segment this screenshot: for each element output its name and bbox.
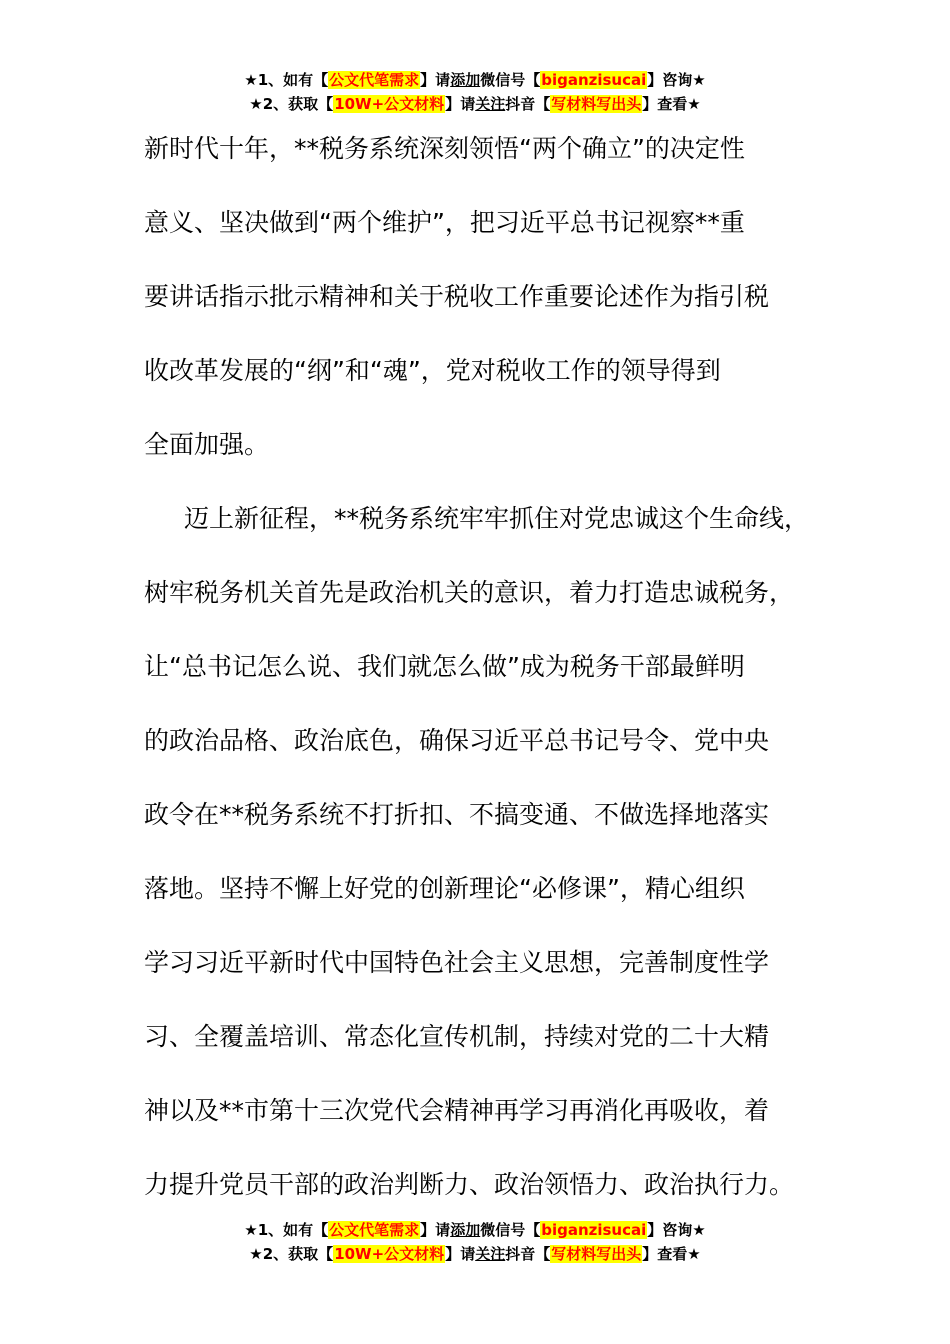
- text-line: 政令在**税务系统不打折扣、不搞变通、不做选择地落实: [144, 800, 770, 829]
- text-line: 全面加强。: [144, 430, 270, 459]
- banner-text: 】请: [445, 1245, 476, 1263]
- highlight-douyin-account: 写材料写出头: [551, 95, 642, 113]
- document-body: [144, 112, 834, 1222]
- banner-text: 】请: [420, 1221, 451, 1239]
- highlight-douyin-account: 写材料写出头: [551, 1245, 642, 1263]
- banner-text: 微信号【: [480, 71, 541, 89]
- banner-text: 】查看★: [642, 1245, 701, 1263]
- banner-text: 】咨询★: [647, 1221, 706, 1239]
- banner-text: 抖音【: [505, 1245, 551, 1263]
- header-banner: [0, 69, 950, 117]
- banner-text: ★2、获取【: [249, 1245, 334, 1263]
- banner-text: 】查看★: [642, 95, 701, 113]
- banner-text: 微信号【: [480, 1221, 541, 1239]
- highlight-wechat-id: biganzisucai: [541, 1221, 647, 1239]
- text-line: 落地。坚持不懈上好党的创新理论“必修课”，精心组织: [144, 874, 745, 903]
- text-line: 要讲话指示批示精神和关于税收工作重要论述作为指引税: [144, 282, 770, 311]
- highlight-wechat-id: biganzisucai: [541, 71, 647, 89]
- banner-line-2: [0, 1243, 950, 1267]
- emphasis-text: 添加: [450, 1221, 481, 1239]
- emphasis-text: 添加: [450, 71, 481, 89]
- text-line: 学习习近平新时代中国特色社会主义思想，完善制度性学: [144, 948, 770, 977]
- banner-line-1: [0, 69, 950, 93]
- text-line: 树牢税务机关首先是政治机关的意识，着力打造忠诚税务，: [144, 578, 795, 607]
- text-line: 意义、坚决做到“两个维护”，把习近平总书记视察**重: [144, 208, 745, 237]
- banner-text: 】咨询★: [647, 71, 706, 89]
- text-line: 神以及**市第十三次党代会精神再学习再消化再吸收，着: [144, 1096, 770, 1125]
- text-line: 新时代十年，**税务系统深刻领悟“两个确立”的决定性: [144, 134, 745, 163]
- banner-text: 】请: [445, 95, 476, 113]
- text-line: 力提升党员干部的政治判断力、政治领悟力、政治执行力。: [144, 1170, 795, 1199]
- text-line: 的政治品格、政治底色，确保习近平总书记号令、党中央: [144, 726, 770, 755]
- emphasis-text: 关注: [475, 1245, 506, 1263]
- paragraph-2: [144, 482, 834, 1222]
- emphasis-text: 关注: [475, 95, 506, 113]
- highlight-materials: 10W+公文材料: [334, 95, 445, 113]
- banner-text: ★1、如有【: [244, 71, 329, 89]
- highlight-service: 公文代笔需求: [329, 71, 420, 89]
- text-line: 让“总书记怎么说、我们就怎么做”成为税务干部最鲜明: [144, 652, 745, 681]
- text-line: 习、全覆盖培训、常态化宣传机制，持续对党的二十大精: [144, 1022, 770, 1051]
- paragraph-1: [144, 112, 834, 482]
- highlight-service: 公文代笔需求: [329, 1221, 420, 1239]
- banner-text: 抖音【: [505, 95, 551, 113]
- footer-banner: [0, 1219, 950, 1267]
- banner-text: 】请: [420, 71, 451, 89]
- text-line: 迈上新征程，**税务系统牢牢抓住对党忠诚这个生命线，: [184, 504, 810, 533]
- banner-text: ★2、获取【: [249, 95, 334, 113]
- text-line: 收改革发展的“纲”和“魂”，党对税收工作的领导得到: [144, 356, 721, 385]
- banner-text: ★1、如有【: [244, 1221, 329, 1239]
- highlight-materials: 10W+公文材料: [334, 1245, 445, 1263]
- banner-line-1: [0, 1219, 950, 1243]
